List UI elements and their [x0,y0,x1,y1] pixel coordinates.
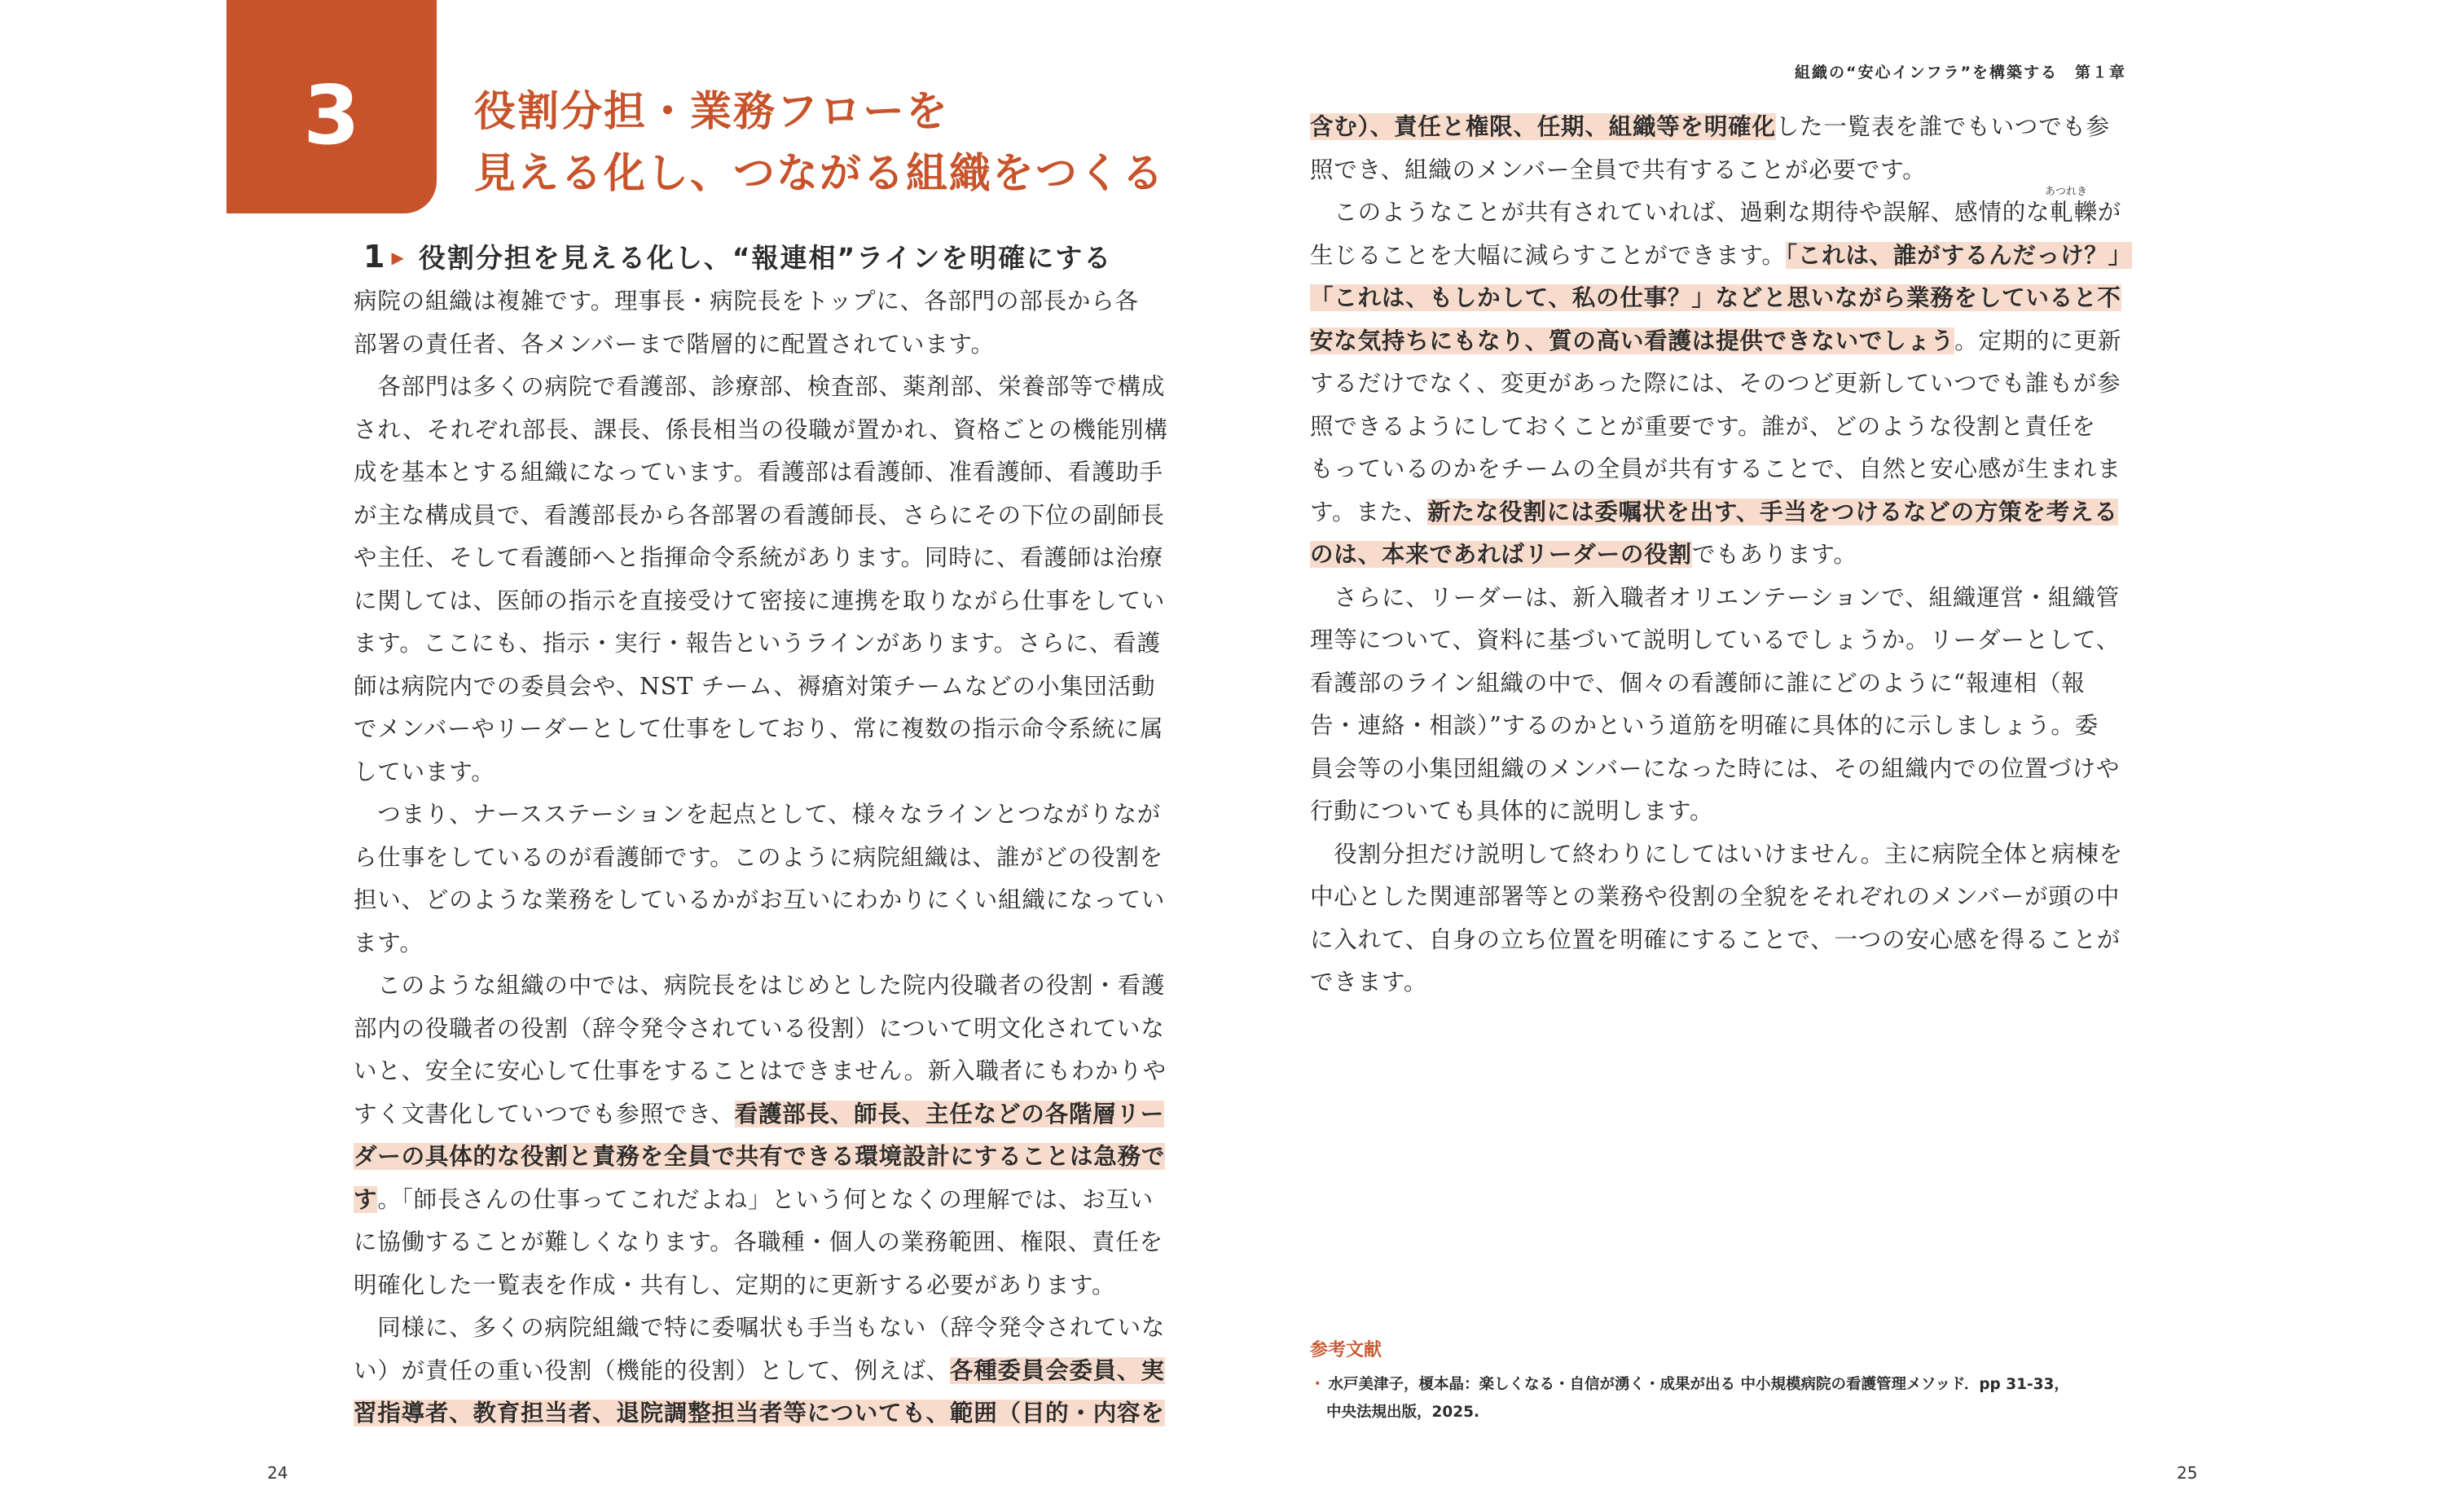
text-line [354,751,1168,794]
text-segment: 告・連絡・相談）”するのかという道筋を明確に具体的に示しましょう。委 [1310,712,2099,739]
text-line [1310,406,2125,449]
highlighted-text: ダーの具体的な役割と責務を全員で共有できる環境設計にすることは急務で [354,1143,1166,1170]
page-number-right: 25 [2177,1463,2198,1483]
text-line [1310,491,2125,534]
text-line [1310,235,2132,278]
text-line [354,708,1168,751]
text-segment: され、それぞれ部長、課長、係長相当の役職が置かれ、資格ごとの機能別構 [354,415,1168,443]
text-segment: 中心とした関連部署等との業務や役割の全貌をそれぞれのメンバーが頭の中 [1310,883,2121,910]
section-title-line: 見える化し、つながる組織をつくる [474,150,1166,198]
text-line [354,622,1168,666]
section-title [474,81,1207,205]
ruby-annotation: あつれき [2045,186,2088,198]
text-segment: 師は病院内での委員会や、NST チーム、褥瘡対策チームなどの小集団活動 [354,672,1156,700]
text-line [354,1392,1168,1435]
text-segment: このようなことが共有されていれば、過剰な期待や誤解、感情的な軋轢が [1310,199,2122,226]
text-line [1310,876,2125,919]
chapter-number: 3 [303,67,360,163]
running-head: 組織の“安心インフラ”を構築する 第１章 [1795,64,2126,81]
text-segment: い）が責任の重い役割（機能的役割）として、例えば、 [354,1356,950,1384]
text-segment: に入れて、自身の立ち位置を明確にすることで、一つの安心感を得ることが [1310,925,2121,953]
text-segment: ます。ここにも、指示・実行・報告というラインがあります。さらに、看護 [354,630,1161,657]
text-line [1310,833,2125,877]
text-segment: 員会等の小集団組織のメンバーになった時には、その組織内での位置づけや [1310,754,2121,782]
text-segment: しています。 [354,758,495,785]
highlighted-text: 新たな役割には委嘱状を出す、手当をつけるなどの方策を考える [1427,498,2118,525]
text-line [1310,106,2125,149]
text-line [354,1136,1168,1179]
text-line [354,1307,1168,1350]
text-segment: す。また、 [1310,498,1428,525]
text-line [354,366,1168,409]
text-segment: できます。 [1310,969,1428,996]
text-line [354,1179,1168,1222]
text-line [1310,961,2125,1004]
text-segment: ら仕事をしているのが看護師です。このように病院組織は、誰がどの役割を [354,843,1163,871]
highlighted-text: 看護部長、師長、主任などの各階層リー [734,1100,1165,1127]
text-line [354,280,1168,323]
highlighted-text: 安な気持ちにもなり、質の高い看護は提供できないでしょう [1310,327,1955,354]
text-segment: した一覧表を誰でもいつでも参 [1775,113,2110,140]
sub-heading-number: 1 [363,239,387,275]
text-line [354,922,1168,965]
text-segment: 。定期的に更新 [1954,327,2122,354]
text-segment: に協働することが難しくなります。各職種・個人の業務範囲、権限、責任を [354,1228,1163,1255]
text-line [1310,320,2125,363]
text-line [1310,191,2125,235]
bullet-icon: ・ [1310,1376,1325,1393]
text-line [1310,662,2125,705]
text-segment: ます。 [354,929,424,956]
highlighted-text: 習指導者、教育担当者、退院調整担当者等についても、範囲（目的・内容を [354,1400,1165,1426]
text-line [1310,534,2125,577]
text-segment: 部署の責任者、各メンバーまで階層的に配置されています。 [354,330,995,358]
highlighted-text: 含む）、責任と権限、任期、組織等を明確化 [1310,113,1776,140]
text-line [1310,748,2125,791]
text-segment: 同様に、多くの病院組織で特に委嘱状も手当もない（辞令発令されていな [354,1314,1166,1341]
sub-heading [363,236,1211,279]
left-body-text [354,280,1168,1435]
text-line [1310,577,2125,620]
text-line [354,1093,1168,1136]
text-segment: 照でき、組織のメンバー全員で共有することが必要です。 [1310,156,1927,183]
text-segment: するだけでなく、変更があった際には、そのつど更新していつでも誰もが参 [1310,370,2121,397]
highlighted-text: 「これは、誰がするんだっけ？」 [1785,241,2132,269]
text-segment: このような組織の中では、病院長をはじめとした院内役職者の役割・看護 [354,972,1166,999]
text-segment: 役割分担だけ説明して終わりにしてはいけません。主に病院全体と病棟を [1310,840,2123,868]
reference-text: 水戸美津子，榎本晶：楽しくなる・自信が湧く・成果が出る 中小規模病院の看護管理メソッド．pp 31-33， [1328,1376,2069,1393]
text-line [1310,919,2125,962]
text-segment: 行動についても具体的に説明します。 [1310,798,1714,824]
text-segment: 部内の役職者の役割（辞令発令されている役割）について明文化されていな [354,1014,1165,1042]
text-segment: でメンバーやリーダーとして仕事をしており、常に複数の指示命令系統に属 [354,715,1164,742]
text-line [354,837,1168,880]
text-line [1310,363,2125,406]
text-segment: が主な構成員で、看護部長から各部署の看護師長、さらにその下位の副師長 [354,501,1165,529]
section-title-line: 役割分担・業務フローを [474,88,950,136]
right-body-text [1310,106,2132,1004]
text-segment: 看護部のライン組織の中で、個々の看護師に誰にどのように“報連相（報 [1310,669,2086,697]
reference-item [1310,1371,2165,1399]
text-segment: 生じることを大幅に減らすことができます。 [1310,241,1786,269]
text-segment: 病院の組織は複雑です。理事長・病院長をトップに、各部門の部長から各 [354,288,1139,314]
text-line [354,580,1168,623]
text-segment: 理等について、資料に基づいて説明しているでしょうか。リーダーとして、 [1310,626,2121,653]
page-number-left: 24 [267,1463,288,1483]
highlighted-text: 各種委員会委員、実 [949,1356,1165,1384]
reference-item-continued: 中央法規出版，2025. [1326,1404,1480,1421]
text-line [354,1350,1168,1393]
highlighted-text: 「これは、もしかして、私の仕事？」などと思いながら業務をしていると不 [1310,284,2121,311]
text-line [354,451,1168,494]
highlighted-text: のは、本来であればリーダーの役割 [1310,541,1692,568]
text-line [354,1050,1168,1093]
text-line [354,1221,1168,1264]
text-line [354,879,1168,922]
text-segment: 担い、どのような業務をしているかがお互いにわかりにくい組織になってい [354,886,1166,913]
text-segment: すく文書化していつでも参照でき、 [354,1100,735,1127]
text-line [354,494,1168,538]
chapter-number-tab [226,0,437,213]
text-segment: 成を基本とする組織になっています。看護部は看護師、准看護師、看護助手 [354,459,1163,486]
text-line [1310,790,2125,833]
text-line [354,537,1168,580]
highlighted-text: す [354,1185,378,1213]
text-segment: 各部門は多くの病院で看護部、診療部、検査部、薬剤部、栄養部等で構成 [354,373,1166,400]
text-segment: 。「師長さんの仕事ってこれだよね」という何となくの理解では、お互い [377,1185,1154,1213]
text-line [354,1264,1168,1308]
text-line [354,409,1168,452]
text-segment: や主任、そして看護師へと指揮命令系統があります。同時に、看護師は治療 [354,544,1163,571]
text-segment: 照できるようにしておくことが重要です。誰が、どのような役割と責任を [1310,412,2096,440]
text-line [354,965,1168,1008]
text-segment: いと、安全に安心して仕事をすることはできません。新入職者にもわかりや [354,1057,1167,1084]
text-line [354,666,1168,709]
text-line [1310,277,2125,320]
text-segment: さらに、リーダーは、新入職者オリエンテーションで、組織運営・組織管 [1310,583,2120,611]
text-line [1310,149,2125,192]
text-segment: もっているのかをチームの全員が共有することで、自然と安心感が生まれま [1310,455,2121,482]
text-segment: でもあります。 [1691,541,1857,568]
text-line [1310,705,2125,748]
text-line [1310,619,2125,662]
text-segment: に関しては、医師の指示を直接受けて密接に連携を取りながら仕事をしてい [354,587,1166,614]
text-line [354,793,1168,837]
text-segment: つまり、ナースステーションを起点として、様々なラインとつながりなが [354,801,1162,828]
text-line [354,1008,1168,1051]
triangle-arrow-icon: ▶ [391,248,406,267]
text-line [354,323,1168,367]
text-segment: 明確化した一覧表を作成・共有し、定期的に更新する必要があります。 [354,1271,1116,1299]
text-line [1310,448,2125,491]
sub-heading-text: 役割分担を見える化し、“報連相”ラインを明確にする [418,242,1113,274]
right-page [1222,0,2444,1512]
references-title: 参考文献 [1310,1340,1382,1360]
references [1310,1336,2165,1426]
